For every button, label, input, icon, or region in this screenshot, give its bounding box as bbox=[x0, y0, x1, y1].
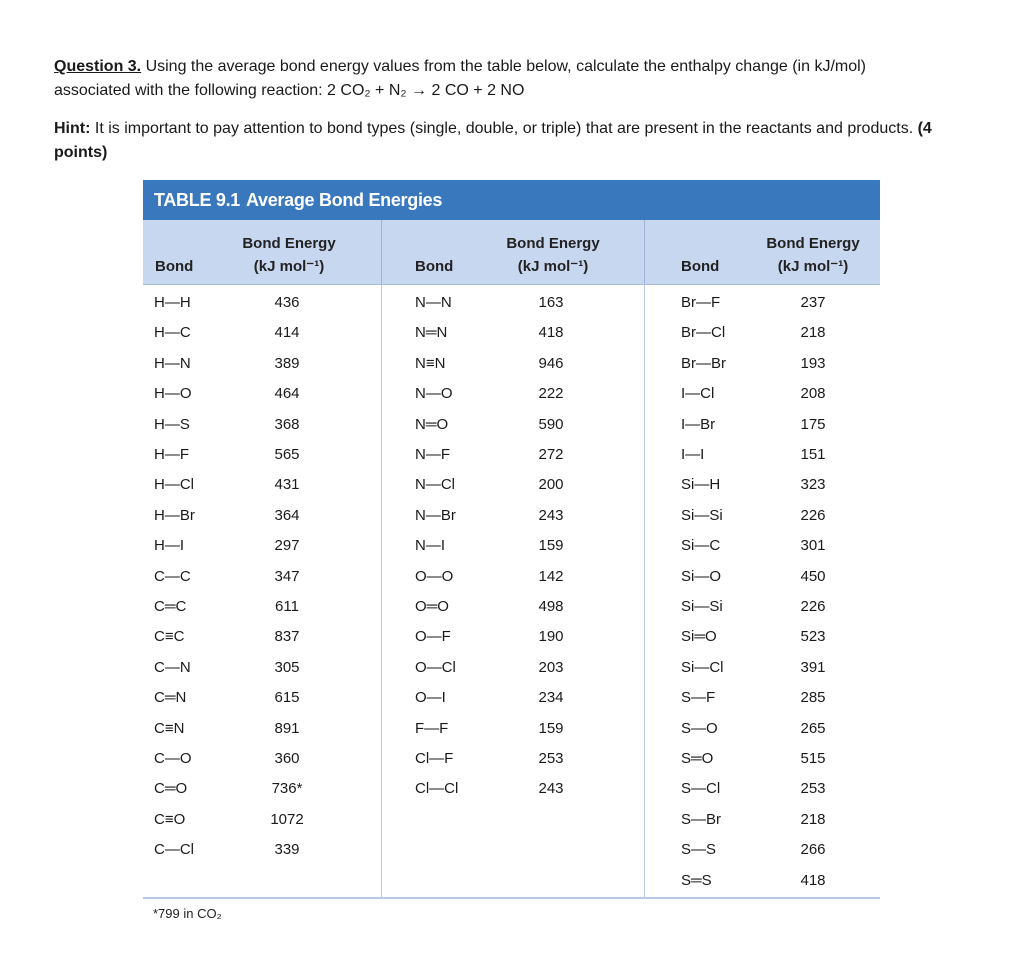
table-row bbox=[645, 318, 880, 348]
header-group-2 bbox=[382, 220, 644, 284]
bond-label: O—Cl bbox=[415, 658, 456, 676]
header-bond: Bond bbox=[415, 258, 454, 275]
bond-label: O—O bbox=[415, 567, 454, 585]
bond-energy-value: 190 bbox=[538, 628, 564, 646]
bond-label: N≡N bbox=[415, 354, 446, 372]
bond-label: C—C bbox=[154, 567, 191, 585]
table-row bbox=[143, 531, 381, 561]
bond-label: I—Br bbox=[681, 415, 716, 433]
table-row bbox=[645, 835, 880, 865]
bond-label: Si═O bbox=[681, 628, 717, 646]
table-body bbox=[143, 285, 880, 899]
bond-energy-value: 946 bbox=[538, 354, 564, 372]
bond-label: Si—H bbox=[681, 476, 721, 494]
table-row bbox=[382, 410, 644, 440]
table-row bbox=[382, 470, 644, 500]
bond-label: C≡N bbox=[154, 719, 185, 737]
table-row bbox=[645, 714, 880, 744]
bond-label: Br—Br bbox=[681, 354, 726, 372]
table-row bbox=[645, 744, 880, 774]
bond-energy-value: 391 bbox=[800, 658, 826, 676]
question-line1: Using the average bond energy values from the table below, calculate the enthalpy change (in kJ/mol) bbox=[141, 58, 866, 75]
table-row bbox=[645, 805, 880, 835]
bond-energy-value: 218 bbox=[800, 810, 826, 828]
table-row bbox=[645, 622, 880, 652]
bond-energy-value: 736* bbox=[271, 780, 303, 798]
table-row bbox=[143, 683, 381, 713]
bond-label: H—F bbox=[154, 446, 189, 463]
bond-label: Si—Si bbox=[681, 598, 723, 615]
table-column-2 bbox=[382, 285, 644, 897]
bond-energy-table bbox=[143, 180, 880, 899]
bond-energy-value: 142 bbox=[538, 567, 564, 585]
table-row bbox=[382, 288, 644, 318]
table-row bbox=[143, 349, 381, 379]
bond-label: C═O bbox=[154, 780, 188, 798]
bond-label: N—I bbox=[415, 537, 445, 555]
bond-energy-value: 498 bbox=[538, 598, 564, 615]
table-row bbox=[645, 288, 880, 318]
bond-label: N—Cl bbox=[415, 476, 455, 494]
header-energy-line2: (kJ mol⁻¹) bbox=[777, 258, 849, 275]
bond-label: C—O bbox=[154, 750, 192, 767]
table-row bbox=[382, 714, 644, 744]
bond-energy-value: 272 bbox=[538, 446, 564, 463]
bond-label: N═O bbox=[415, 415, 449, 433]
bond-energy-value: 368 bbox=[274, 415, 300, 433]
table-row bbox=[645, 349, 880, 379]
bond-energy-value: 234 bbox=[538, 689, 564, 707]
table-row bbox=[382, 653, 644, 683]
bond-energy-value: 237 bbox=[800, 294, 826, 311]
bond-energy-value: 266 bbox=[800, 841, 826, 859]
hint-points: (4 points) bbox=[54, 120, 932, 161]
bond-label: Br—F bbox=[681, 294, 721, 311]
bond-label: H—S bbox=[154, 415, 190, 433]
table-row bbox=[382, 501, 644, 531]
header-bond: Bond bbox=[155, 258, 194, 275]
table-number: TABLE 9.1 bbox=[154, 190, 240, 210]
hint-body: It is important to pay attention to bond types (single, double, or triple) that are present in the reactants and products. bbox=[90, 120, 918, 137]
bond-label: I—I bbox=[681, 446, 705, 463]
bond-label: C—N bbox=[154, 658, 191, 676]
question-label: Question 3. bbox=[54, 58, 142, 75]
table-row bbox=[382, 683, 644, 713]
question-line2: associated with the following reaction: 2 CO₂ + N₂ → 2 CO + 2 NO bbox=[54, 82, 525, 99]
bond-label: Cl—F bbox=[415, 750, 454, 767]
table-row bbox=[645, 562, 880, 592]
bond-energy-value: 590 bbox=[538, 415, 564, 433]
bond-label: N—F bbox=[415, 446, 450, 463]
table-row bbox=[143, 470, 381, 500]
table-row bbox=[382, 592, 644, 622]
bond-energy-value: 208 bbox=[800, 385, 826, 403]
bond-energy-value: 418 bbox=[538, 324, 564, 342]
bond-label: Si—O bbox=[681, 567, 722, 585]
table-row bbox=[645, 653, 880, 683]
bond-energy-value: 523 bbox=[800, 628, 826, 646]
table-row bbox=[645, 592, 880, 622]
header-energy-line2: (kJ mol⁻¹) bbox=[253, 258, 325, 275]
bond-energy-value: 226 bbox=[800, 506, 826, 524]
table-row bbox=[143, 379, 381, 409]
bond-energy-value: 436 bbox=[274, 294, 300, 311]
bond-energy-value: 222 bbox=[538, 385, 564, 403]
bond-energy-value: 364 bbox=[274, 506, 300, 524]
table-row bbox=[645, 866, 880, 896]
bond-energy-value: 226 bbox=[800, 598, 826, 615]
bond-label: Si—Si bbox=[681, 506, 723, 524]
table-row bbox=[143, 562, 381, 592]
bond-label: H—O bbox=[154, 385, 192, 403]
bond-energy-value: 837 bbox=[274, 628, 300, 646]
bond-energy-value: 389 bbox=[274, 354, 300, 372]
bond-label: S═O bbox=[681, 750, 714, 767]
table-row bbox=[645, 440, 880, 470]
bond-energy-value: 218 bbox=[800, 324, 826, 342]
bond-label: O—I bbox=[415, 689, 446, 707]
table-row bbox=[143, 501, 381, 531]
bond-label: N—Br bbox=[415, 506, 456, 524]
bond-label: H—I bbox=[154, 537, 184, 555]
question-text bbox=[54, 55, 954, 103]
table-row bbox=[645, 410, 880, 440]
table-row bbox=[143, 653, 381, 683]
table-row bbox=[645, 774, 880, 804]
table-row bbox=[143, 835, 381, 865]
bond-energy-value: 464 bbox=[274, 385, 300, 403]
bond-label: H—Br bbox=[154, 506, 195, 524]
table-row bbox=[143, 774, 381, 804]
bond-energy-value: 265 bbox=[800, 719, 826, 737]
bond-energy-value: 414 bbox=[274, 324, 300, 342]
header-energy-line1: Bond Energy bbox=[242, 235, 336, 252]
bond-label: N—N bbox=[415, 294, 452, 311]
table-row bbox=[645, 470, 880, 500]
bond-energy-value: 450 bbox=[800, 567, 826, 585]
header-group-1 bbox=[143, 220, 381, 284]
table-title bbox=[143, 180, 880, 220]
header-energy-line1: Bond Energy bbox=[506, 235, 600, 252]
bond-label: Br—Cl bbox=[681, 324, 726, 342]
header-bond: Bond bbox=[681, 258, 720, 275]
table-row bbox=[382, 774, 644, 804]
bond-energy-value: 297 bbox=[274, 537, 300, 555]
table-row bbox=[143, 592, 381, 622]
bond-energy-value: 175 bbox=[800, 415, 826, 433]
table-row bbox=[645, 379, 880, 409]
bond-label: H—Cl bbox=[154, 476, 194, 494]
bond-label: O—F bbox=[415, 628, 451, 646]
bond-label: S—O bbox=[681, 719, 718, 737]
bond-energy-value: 323 bbox=[800, 476, 826, 494]
bond-energy-value: 515 bbox=[800, 750, 826, 767]
bond-label: C═C bbox=[154, 598, 187, 615]
bond-energy-value: 611 bbox=[275, 598, 299, 615]
table-row bbox=[382, 440, 644, 470]
bond-label: Si—Cl bbox=[681, 658, 724, 676]
bond-energy-value: 159 bbox=[538, 719, 564, 737]
bond-label: N—O bbox=[415, 385, 453, 403]
table-row bbox=[382, 531, 644, 561]
bond-label: H—H bbox=[154, 294, 191, 311]
bond-label: S—S bbox=[681, 841, 717, 859]
header-energy-line2: (kJ mol⁻¹) bbox=[517, 258, 589, 275]
table-footnote: *799 in CO₂ bbox=[153, 906, 222, 921]
bond-label: S═S bbox=[681, 871, 712, 889]
hint-label: Hint: bbox=[54, 120, 91, 137]
table-row bbox=[382, 379, 644, 409]
bond-energy-value: 360 bbox=[274, 750, 300, 767]
table-column-3 bbox=[645, 285, 880, 897]
bond-label: C≡O bbox=[154, 810, 186, 828]
header-energy bbox=[489, 232, 617, 278]
bond-energy-value: 243 bbox=[538, 506, 564, 524]
table-row bbox=[645, 531, 880, 561]
bond-energy-value: 1072 bbox=[270, 810, 304, 828]
table-row bbox=[382, 318, 644, 348]
table-row bbox=[382, 349, 644, 379]
bond-energy-value: 193 bbox=[800, 354, 826, 372]
bond-energy-value: 253 bbox=[538, 750, 564, 767]
table-column-1 bbox=[143, 285, 381, 897]
bond-label: S—F bbox=[681, 689, 716, 707]
bond-label: H—C bbox=[154, 324, 191, 342]
bond-label: Si—C bbox=[681, 537, 721, 555]
table-row bbox=[382, 744, 644, 774]
table-row bbox=[143, 410, 381, 440]
table-row bbox=[382, 562, 644, 592]
bond-energy-value: 151 bbox=[800, 446, 826, 463]
bond-label: F—F bbox=[415, 719, 449, 737]
table-header bbox=[143, 220, 880, 285]
bond-energy-value: 285 bbox=[800, 689, 826, 707]
bond-energy-value: 253 bbox=[800, 780, 826, 798]
bond-label: C═N bbox=[154, 689, 187, 707]
header-energy bbox=[749, 232, 877, 278]
bond-label: N═N bbox=[415, 324, 448, 342]
bond-energy-value: 305 bbox=[274, 658, 300, 676]
bond-energy-value: 203 bbox=[538, 658, 564, 676]
bond-energy-value: 418 bbox=[800, 871, 826, 889]
bond-label: S—Cl bbox=[681, 780, 721, 798]
bond-energy-value: 163 bbox=[538, 294, 564, 311]
bond-label: S—Br bbox=[681, 810, 722, 828]
header-energy-line1: Bond Energy bbox=[766, 235, 860, 252]
bond-label: H—N bbox=[154, 354, 191, 372]
header-group-3 bbox=[645, 220, 880, 284]
bond-energy-value: 159 bbox=[538, 537, 564, 555]
bond-label: C≡C bbox=[154, 628, 185, 646]
bond-energy-value: 347 bbox=[274, 567, 300, 585]
bond-label: C—Cl bbox=[154, 841, 194, 859]
bond-energy-value: 891 bbox=[274, 719, 300, 737]
hint-text bbox=[54, 117, 954, 165]
bond-energy-value: 243 bbox=[538, 780, 564, 798]
bond-label: I—Cl bbox=[681, 385, 715, 403]
header-energy bbox=[225, 232, 353, 278]
bond-energy-value: 565 bbox=[274, 446, 300, 463]
bond-label: Cl—Cl bbox=[415, 780, 459, 798]
table-row bbox=[645, 501, 880, 531]
table-row bbox=[645, 683, 880, 713]
table-row bbox=[143, 805, 381, 835]
table-row bbox=[143, 440, 381, 470]
bond-energy-value: 200 bbox=[538, 476, 564, 494]
table-row bbox=[143, 744, 381, 774]
table-row bbox=[143, 288, 381, 318]
table-row bbox=[143, 714, 381, 744]
bond-energy-value: 301 bbox=[800, 537, 826, 555]
table-row bbox=[382, 622, 644, 652]
bond-energy-value: 431 bbox=[274, 476, 300, 494]
table-row bbox=[143, 622, 381, 652]
table-title-text: Average Bond Energies bbox=[245, 190, 443, 210]
table-row bbox=[143, 318, 381, 348]
bond-energy-value: 615 bbox=[274, 689, 300, 707]
bond-label: O═O bbox=[415, 598, 449, 615]
bond-energy-value: 339 bbox=[274, 841, 300, 859]
